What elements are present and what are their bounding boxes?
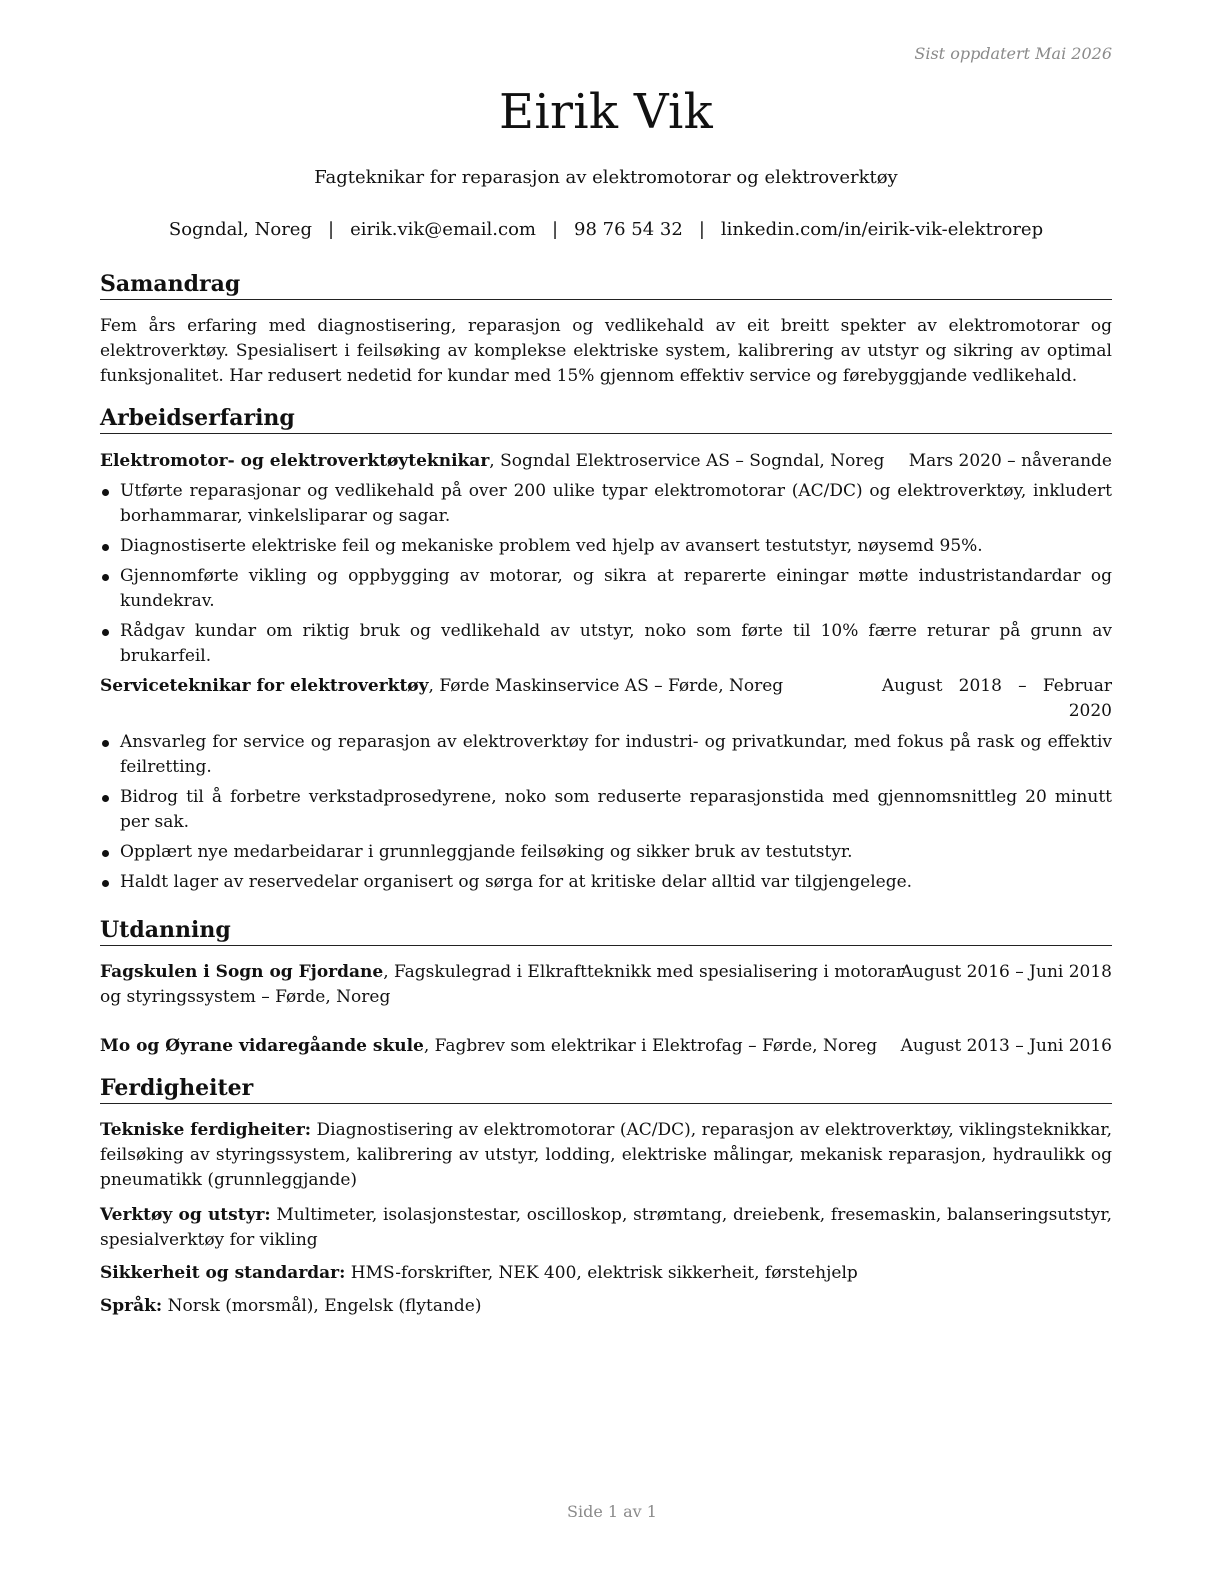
- job-dates-line: 2020: [1068, 701, 1112, 721]
- job-title-line: [100, 449, 884, 474]
- page-number: Side 1 av 1: [567, 1502, 657, 1521]
- skill-text: Norsk (morsmål), Engelsk (flytande): [162, 1296, 482, 1316]
- job-dates: [882, 674, 1112, 724]
- candidate-subtitle: Fagteknikar for reparasjon av elektromotorar og elektroverktøy: [314, 167, 898, 188]
- contact-separator: |: [551, 219, 559, 240]
- summary-text: Fem års erfaring med diagnostisering, reparasjon og vedlikehald av eit breitt spekter av elektromotorar og elektroverktøy. Spesialisert i feilsøking av komplekse elektriske system, kalibrering av utstyr og sikring av optimal funksjonalitet. Har redusert nedetid for kundar med 15% gjennom effektiv service og førebyggjande vedlikehald.: [100, 316, 1112, 386]
- skill-label: Tekniske ferdigheiter:: [100, 1120, 312, 1140]
- skill-group: [100, 1261, 1112, 1286]
- contact-separator: |: [698, 219, 705, 240]
- contact-location: Sogndal, Noreg: [168, 219, 312, 240]
- list-item: Utførte reparasjonar og vedlikehald på over 200 ulike typar elektromotorar (AC/DC) og elektroverktøy, inkludert borhammarar, vinkelsliparar og sagar.: [100, 479, 1112, 529]
- section-title-skills: Ferdigheiter: [100, 1075, 1112, 1104]
- education-school: Fagskulen i Sogn og Fjordane: [100, 962, 384, 982]
- last-updated: Sist oppdatert Mai 2026: [914, 44, 1112, 63]
- section-title-education: Utdanning: [100, 917, 1112, 946]
- list-item: Haldt lager av reservedelar organisert og sørga for at kritiske delar alltid var tilgjengelege.: [100, 870, 1112, 895]
- education-dates: August 2013 – Juni 2016: [900, 1036, 1112, 1056]
- list-item: Diagnostiserte elektriske feil og mekaniske problem ved hjelp av avansert testutstyr, nøysemd 95%.: [100, 534, 1112, 559]
- skill-label: Sikkerheit og standardar:: [100, 1263, 346, 1283]
- job-role: Elektromotor- og elektroverktøyteknikar: [100, 451, 490, 471]
- job-dates-line: August 2018 – Februar: [881, 676, 1112, 696]
- skill-label: Verktøy og utstyr:: [100, 1205, 271, 1225]
- skill-text: Multimeter, isolasjonstestar, oscilloskop, strømtang, dreiebenk, fresemaskin, balanseringsutstyr, spesialverktøy for vikling: [100, 1205, 1113, 1250]
- candidate-name: Eirik Vik: [499, 84, 713, 140]
- education-degree: , Fagbrev som elektrikar i Elektrofag – Førde, Noreg: [423, 1036, 878, 1056]
- education-title-line: [100, 960, 904, 1010]
- contact-phone[interactable]: 98 76 54 32: [574, 219, 683, 240]
- contact-linkedin[interactable]: linkedin.com/in/eirik-vik-elektrorep: [720, 219, 1044, 240]
- education-degree: og styringssystem – Førde, Noreg: [100, 987, 391, 1007]
- job-title-line: [100, 674, 783, 699]
- job-dates: Mars 2020 – nåverande: [908, 451, 1112, 471]
- skill-label: Språk:: [100, 1296, 163, 1316]
- skill-group: [100, 1203, 1112, 1253]
- education-dates: August 2016 – Juni 2018: [900, 962, 1112, 982]
- list-item: Ansvarleg for service og reparasjon av elektroverktøy for industri- og privatkundar, med fokus på rask og effektiv feilretting.: [100, 730, 1112, 780]
- education-degree: , Fagskulegrad i Elkraftteknikk med spesialisering i motorar: [383, 962, 905, 982]
- list-item: Bidrog til å forbetre verkstadprosedyrene, noko som reduserte reparasjonstida med gjennomsnittleg 20 minutt per sak.: [100, 785, 1112, 835]
- skill-group: [100, 1118, 1112, 1193]
- list-item: Rådgav kundar om riktig bruk og vedlikehald av utstyr, noko som førte til 10% færre returar på grunn av brukarfeil.: [100, 619, 1112, 669]
- contact-email[interactable]: eirik.vik@email.com: [350, 219, 536, 240]
- job-role: Serviceteknikar for elektroverktøy: [100, 676, 429, 696]
- contact-separator: |: [327, 219, 335, 240]
- skill-group: [100, 1294, 1112, 1319]
- section-title-experience: Arbeidserfaring: [100, 405, 1112, 434]
- contact-line: [100, 219, 1112, 240]
- skill-text: HMS-forskrifter, NEK 400, elektrisk sikkerheit, førstehjelp: [345, 1263, 858, 1283]
- education-item: [100, 960, 1112, 1010]
- job-bullets: [100, 479, 1112, 674]
- education-school: Mo og Øyrane vidaregåande skule: [100, 1036, 424, 1056]
- list-item: Gjennomførte vikling og oppbygging av motorar, og sikra at reparerte einingar møtte industristandardar og kundekrav.: [100, 564, 1112, 614]
- skill-text: Diagnostisering av elektromotorar (AC/DC), reparasjon av elektroverktøy, viklingsteknikkar, feilsøking av styringssystem, kalibrering av utstyr, lodding, elektriske målingar, mekanisk reparasjon, hydraulikk og pneumatikk (grunnleggjande): [100, 1120, 1112, 1190]
- job-company: , Sogndal Elektroservice AS – Sogndal, Noreg: [489, 451, 885, 471]
- education-title-line: [100, 1034, 877, 1059]
- list-item: Opplært nye medarbeidarar i grunnleggjande feilsøking og sikker bruk av testutstyr.: [100, 840, 1112, 865]
- job-company: , Førde Maskinservice AS – Førde, Noreg: [428, 676, 784, 696]
- job-bullets: [100, 730, 1112, 900]
- section-title-summary: Samandrag: [100, 271, 1112, 300]
